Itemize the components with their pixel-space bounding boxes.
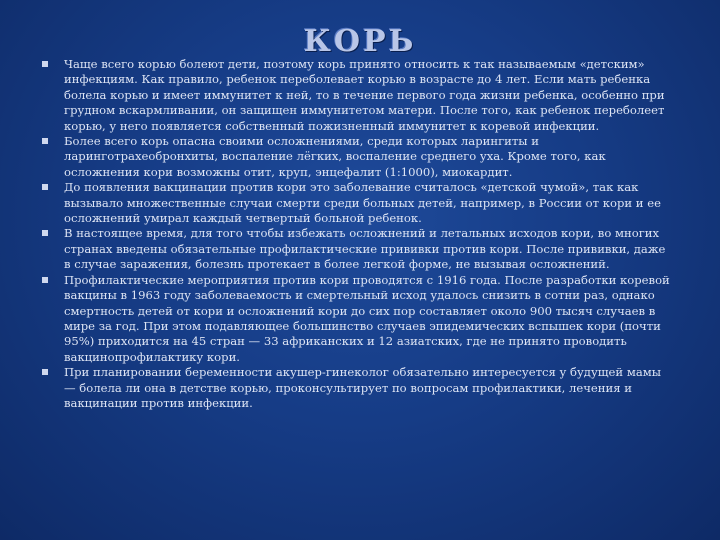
bullet-item [40, 180, 670, 226]
square-bullet-icon [42, 138, 48, 144]
square-bullet-icon [42, 230, 48, 236]
bullet-item [40, 365, 670, 411]
bullet-text: При планировании беременности акушер-гинеколог обязательно интересуется у будущей мамы — болела ли она в детстве корью, проконсультирует по вопросам профилактики, лечения и вакцинации против инфекции. [64, 365, 661, 410]
square-bullet-icon [42, 184, 48, 190]
bullet-text: Чаще всего корью болеют дети, поэтому корь принято относить к так называемым «детским» инфекциям. Как правило, ребенок переболевает корью в возрасте до 4 лет. Если мать ребенка болела корью и имеет иммунитет к ней, то в течение первого года жизни ребенка, особенно при грудном вскармливании, он защищен иммунитетом матери. После того, как ребенок переболеет корью, у него появляется собственный пожизненный иммунитет к коревой инфекции. [64, 57, 665, 133]
square-bullet-icon [42, 369, 48, 375]
bullet-item [40, 134, 670, 180]
bullet-text: В настоящее время, для того чтобы избежать осложнений и летальных исходов кори, во многих странах введены обязательные профилактические прививки против кори. После прививки, даже в случае заражения, болезнь протекает в более легкой форме, не вызывая осложнений. [64, 226, 666, 272]
bullet-item [40, 273, 670, 365]
slide-title: КОРЬ [303, 24, 417, 59]
square-bullet-icon [42, 61, 48, 67]
bullet-item [40, 57, 670, 134]
bullet-text: Более всего корь опасна своими осложнениями, среди которых ларингиты и ларинготрахеобронхиты, воспаление лёгких, воспаление среднего уха. Кроме того, как осложнения кори возможны отит, круп, энцефалит (1:1000), миокардит. [64, 134, 606, 179]
bullet-list [40, 57, 670, 411]
bullet-text: До появления вакцинации против кори это заболевание считалось «детской чумой», так как вызывало множественные случаи смерти среди больных детей, например, в России от кори и ее осложнений умирал каждый четвертый больной ребенок. [64, 180, 661, 226]
bullet-item [40, 226, 670, 272]
square-bullet-icon [42, 277, 48, 283]
bullet-text: Профилактические мероприятия против кори проводятся с 1916 года. После разработки коревой вакцины в 1963 году заболеваемость и смертельный исход удалось снизить в сотни раз, однако смертность детей от кори и осложнений кори до сих пор составляет около 900 тысяч случаев в мире за год. При этом подавляющее большинство случаев эпидемических вспышек кори (почти 95%) приходится на 45 стран — 33 африканских и 12 азиатских, где не принято проводить вакцинопрофилактику кори. [64, 272, 670, 364]
